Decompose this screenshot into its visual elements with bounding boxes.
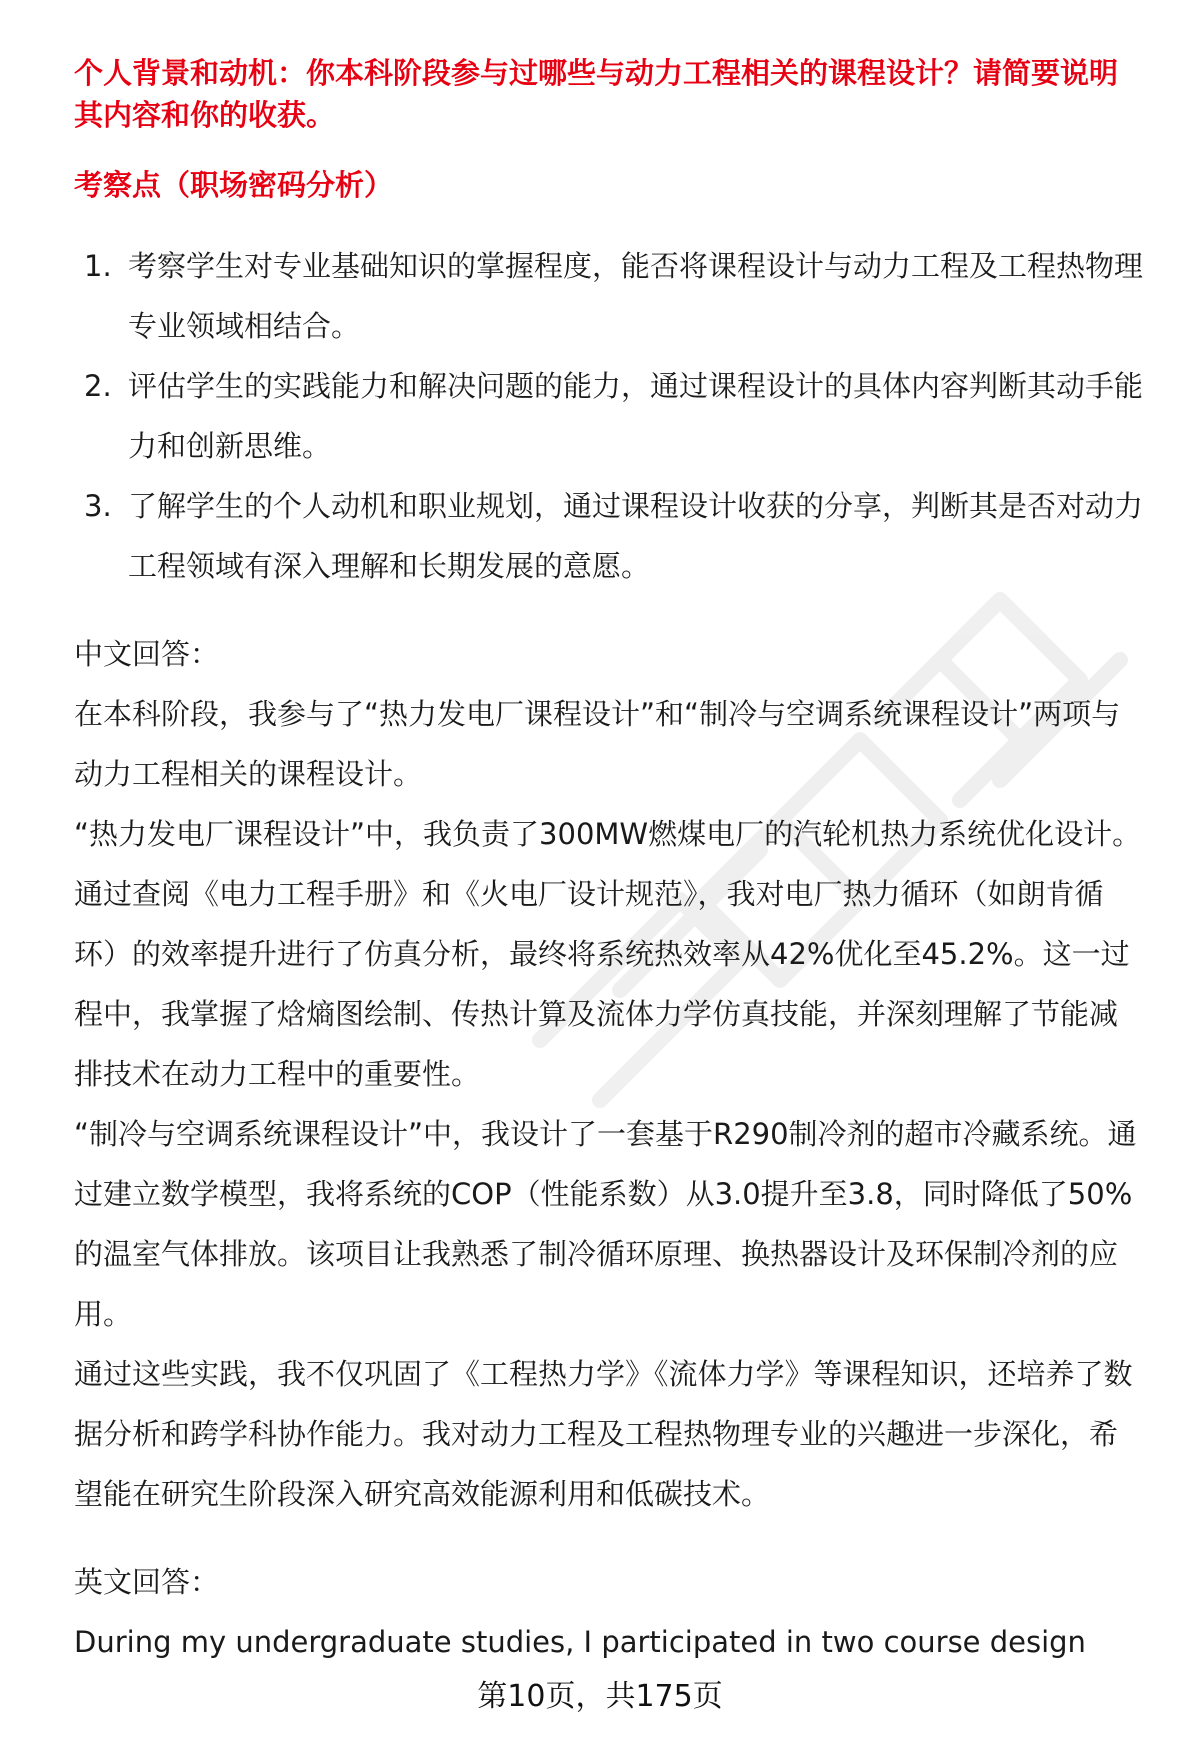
chinese-paragraph: “热力发电厂课程设计”中，我负责了300MW燃煤电厂的汽轮机热力系统优化设计。通过查阅《电力工程手册》和《火电厂设计规范》，我对电厂热力循环（如朗肯循环）的效率提升进行了仿真分析，最终将系统热效率从42%优化至45.2%。这一过程中，我掌握了焓熵图绘制、传热计算及流体力学仿真技能，并深刻理解了节能减排技术在动力工程中的重要性。: [74, 817, 1142, 1091]
list-text: 评估学生的实践能力和解决问题的能力，通过课程设计的具体内容判断其动手能力和创新思维。: [128, 369, 1144, 463]
list-number: 3.: [84, 489, 112, 523]
document-page: [74, 52, 1144, 1672]
chinese-answer-label: 中文回答：: [74, 637, 220, 671]
list-number: 1.: [84, 249, 112, 283]
english-answer-label: 英文回答：: [74, 1565, 220, 1599]
list-item: [74, 476, 1144, 596]
chinese-paragraph: 在本科阶段，我参与了“热力发电厂课程设计”和“制冷与空调系统课程设计”两项与动力工程相关的课程设计。: [74, 697, 1121, 791]
question-heading: 个人背景和动机：你本科阶段参与过哪些与动力工程相关的课程设计？请简要说明其内容和你的收获。: [74, 56, 1119, 132]
chinese-paragraph: 通过这些实践，我不仅巩固了《工程热力学》《流体力学》等课程知识，还培养了数据分析和跨学科协作能力。我对动力工程及工程热物理专业的兴趣进一步深化，希望能在研究生阶段深入研究高效能源利用和低碳技术。: [74, 1357, 1133, 1511]
list-item: [74, 236, 1144, 356]
list-number: 2.: [84, 369, 112, 403]
english-paragraph: During my undergraduate studies, I participated in two course design: [74, 1625, 1086, 1659]
list-text: 了解学生的个人动机和职业规划，通过课程设计收获的分享，判断其是否对动力工程领域有深入理解和长期发展的意愿。: [128, 489, 1144, 583]
assessment-title: 考察点（职场密码分析）: [74, 168, 394, 202]
page-number-footer: 第10页，共175页: [477, 1679, 723, 1714]
chinese-paragraph: “制冷与空调系统课程设计”中，我设计了一套基于R290制冷剂的超市冷藏系统。通过建立数学模型，我将系统的COP（性能系数）从3.0提升至3.8，同时降低了50%的温室气体排放。该项目让我熟悉了制冷循环原理、换热器设计及环保制冷剂的应用。: [74, 1117, 1137, 1331]
assessment-points-list: [74, 236, 1144, 596]
list-item: [74, 356, 1144, 476]
list-text: 考察学生对专业基础知识的掌握程度，能否将课程设计与动力工程及工程热物理专业领域相结合。: [128, 249, 1144, 343]
